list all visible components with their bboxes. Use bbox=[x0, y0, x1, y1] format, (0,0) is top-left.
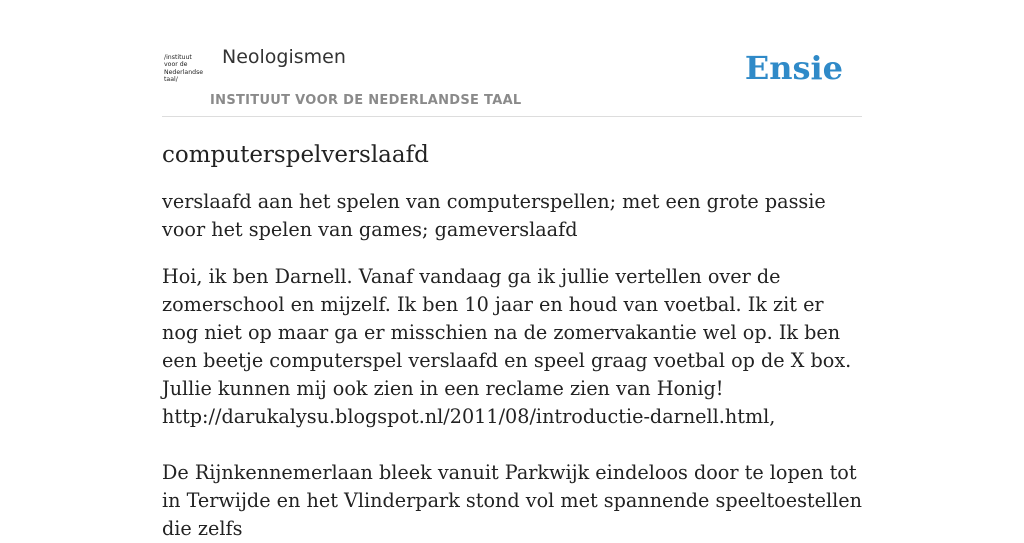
entry-title: computerspelverslaafd bbox=[162, 142, 429, 168]
site-header bbox=[162, 40, 862, 117]
entry-definition: verslaafd aan het spelen van computerspellen; met een grote passie voor het spelen van games; gameverslaafd bbox=[162, 190, 826, 241]
logo-text-line: /instituut bbox=[164, 54, 192, 61]
logo-text-line: voor de bbox=[164, 61, 188, 69]
entry-example: De Rijnkennemerlaan bleek vanuit Parkwijk eindeloos door te lopen tot in Terwijde en het Vlinderpark stond vol met spannende speeltoestellen die zelfs bbox=[162, 461, 862, 540]
entry-content bbox=[162, 138, 862, 543]
ensie-brand-logo[interactable]: Ensie bbox=[744, 49, 843, 87]
example-text: Hoi, ik ben Darnell. Vanaf vandaag ga ik jullie vertellen over de zomerschool en mijzelf. Ik ben 10 jaar en houd van voetbal. Ik zit er nog niet op maar ga er misschien na de zomervakantie wel op. Ik ben een beetje computerspel verslaafd en speel graag voetbal op de X box. Jullie kunnen mij ook zien in een reclame zien van Honig! bbox=[162, 265, 852, 400]
example-source-url: http://darukalysu.blogspot.nl/2011/08/introductie-darnell.html, bbox=[162, 405, 776, 428]
site-title-link[interactable]: Neologismen bbox=[222, 46, 346, 68]
institute-logo[interactable] bbox=[164, 54, 206, 90]
logo-text-line: Nederlandse bbox=[164, 68, 204, 76]
logo-text-line: taal/ bbox=[164, 76, 178, 84]
entry-example bbox=[162, 263, 862, 431]
site-subtitle: INSTITUUT VOOR DE NEDERLANDSE TAAL bbox=[210, 93, 522, 108]
